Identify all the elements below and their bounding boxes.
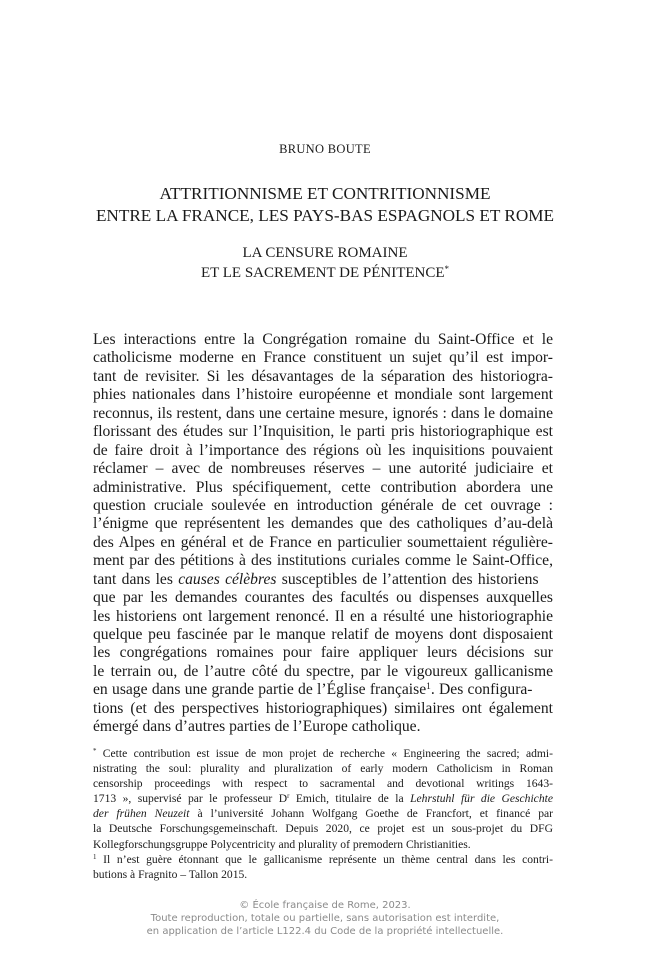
- text-line: question cruciale soulevée en introduction générale de cet ouvrage :: [93, 496, 553, 514]
- copyright-line: © École française de Rome, 2023.: [239, 900, 411, 911]
- text-line: florissant des études sur l’Inquisition, le parti pris historiographique est: [93, 423, 553, 441]
- text-line: de faire droit à l’importance des régions où les inquisitions pouvaient: [93, 441, 553, 459]
- copyright-line: Toute reproduction, totale ou partielle, sans autorisation est interdite,: [150, 913, 500, 924]
- footnote-line: Kollegforschungsgruppe Polycentricity and plurality of premodern Christianities.: [93, 837, 471, 851]
- text-line: des Alpes en général et de France en particulier soumettaient régulière-: [93, 533, 553, 551]
- article-subtitle: [60, 244, 590, 283]
- body-paragraph: [93, 331, 553, 737]
- text-line: les congrégations romaines pour faire appliquer leurs décisions sur: [93, 644, 553, 662]
- text-line: en usage dans une grande partie de l’Église française$^1$. Des configura-: [93, 681, 533, 699]
- text-line: catholicisme moderne en France constituent un sujet qu’il est impor-: [93, 349, 553, 367]
- author-name: BRUNO BOUTE: [279, 142, 371, 156]
- article-title: [60, 183, 590, 227]
- text-line: l’énigme que représentent les demandes que des catholiques d’au-delà: [93, 515, 553, 533]
- italic-term: causes célèbres: [178, 570, 277, 588]
- footnote-line: la Deutsche Forschungsgemeinschaft. Depuis 2020, ce projet est un sous-projet du DFG: [93, 822, 553, 836]
- footnotes: [93, 746, 553, 882]
- footnote-line: censorship proceedings with respect to sacramental and devotional writings 1643-: [93, 777, 553, 791]
- footnote-line: * Cette contribution est issue de mon projet de recherche « Engineering the sacred; admi-: [93, 747, 553, 760]
- footnote-number: 1: [93, 852, 97, 861]
- text-line: émergé dans d’autres parties de l’Europe catholique.: [93, 718, 421, 736]
- text-line: ment par des pétitions à des institutions curiales comme le Saint-Office,: [93, 552, 553, 570]
- text-line: tant dans les causes célèbres susceptibles de l’attention des historiens: [93, 570, 539, 588]
- copyright-notice: [0, 899, 650, 938]
- text-line: Les interactions entre la Congrégation romaine du Saint-Office et le: [93, 331, 553, 348]
- footnote-star-ref[interactable]: *: [444, 263, 450, 274]
- footnote-line: der frühen Neuzeit à l’université Johann Wolfgang Goethe de Francfort, et financé par: [93, 807, 553, 821]
- title-line: ENTRE LA FRANCE, LES PAYS-BAS ESPAGNOLS ET ROME: [95, 206, 555, 225]
- italic-title: der frühen Neuzeit: [93, 807, 190, 821]
- text-line: phies nationales dans l’histoire européenne et mondiale sont largement: [93, 386, 553, 404]
- text-line: administrative. Plus spécifiquement, cette contribution abordera une: [93, 478, 553, 496]
- footnote-star-mark: *: [93, 747, 97, 756]
- subtitle-line: ET LE SACREMENT DE PÉNITENCE*: [200, 263, 450, 281]
- footnote-line: butions à Fragnito – Tallon 2015.: [93, 867, 248, 881]
- footnote-ref[interactable]: 1: [426, 682, 431, 693]
- text-line: le terrain ou, de l’autre côté du spectre, par le vigoureux gallicanisme: [93, 662, 553, 680]
- footnote-line: $^1$ Il n’est guère étonnant que le gallicanisme représente un thème central dans les contri-: [93, 852, 553, 866]
- subtitle-line: LA CENSURE ROMAINE: [242, 245, 408, 261]
- footnote-line: nistrating the soul: plurality and pluralization of early modern Catholicism in Roman: [93, 762, 553, 776]
- text-line: réclamer – avec de nombreuses réserves – une autorité judiciaire et: [93, 460, 553, 478]
- text-line: reconnus, ils restent, dans une certaine mesure, ignorés : dans le domaine: [93, 404, 553, 422]
- italic-title: Lehrstuhl für die Geschichte: [410, 792, 553, 806]
- title-line: ATTRITIONNISME ET CONTRITIONNISME: [159, 184, 491, 203]
- text-line: tions (et des perspectives historiographiques) similaires ont également: [93, 699, 553, 717]
- text-line: les historiens ont largement renoncé. Il en a résulté une historiographie: [93, 607, 553, 625]
- copyright-line: en application de l’article L122.4 du Code de la propriété intellectuelle.: [146, 926, 504, 937]
- footnote-line: 1713 », supervisé par le professeur $D^r$ Emich, titulaire de la Lehrstuhl für die Geschichte: [93, 792, 553, 806]
- text-line: tant de revisiter. Si les désavantages de la séparation des historiogra-: [93, 367, 553, 385]
- text-line: que par les demandes courantes des facultés ou dispenses auxquelles: [93, 589, 553, 607]
- text-line: quelque peu fascinée par le manque relatif de moyens dont disposaient: [93, 626, 553, 643]
